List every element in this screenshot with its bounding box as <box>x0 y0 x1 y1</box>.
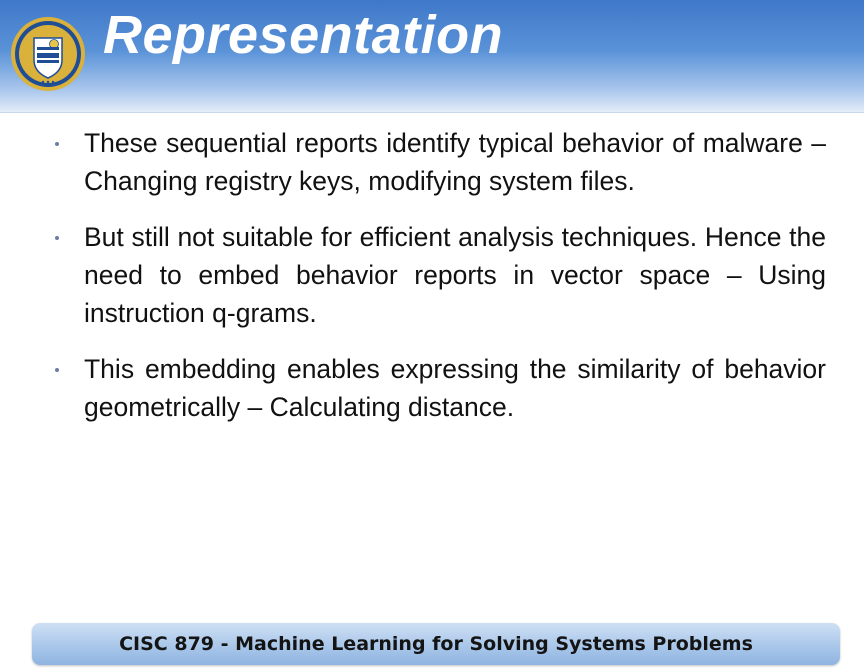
bullet-item <box>46 124 826 200</box>
bullet-text: These sequential reports identify typical behavior of malware – Changing registry keys, modifying system files. <box>84 128 826 196</box>
slide-header <box>0 0 864 113</box>
bullet-text: This embedding enables expressing the similarity of behavior geometrically – Calculating distance. <box>84 354 826 422</box>
bullet-dot-icon <box>55 236 59 240</box>
university-seal-icon <box>10 16 86 92</box>
bullet-text: But still not suitable for efficient analysis techniques. Hence the need to embed behavior reports in vector space – Using instruction q-grams. <box>84 222 826 328</box>
bullet-dot-icon <box>55 368 59 372</box>
slide-footer <box>32 623 840 665</box>
bullet-item <box>46 350 826 426</box>
bullet-list <box>46 124 826 444</box>
slide-title: Representation <box>103 5 504 65</box>
bullet-dot-icon <box>55 142 59 146</box>
bullet-item <box>46 218 826 332</box>
footer-course-title: CISC 879 - Machine Learning for Solving Systems Problems <box>119 633 753 655</box>
